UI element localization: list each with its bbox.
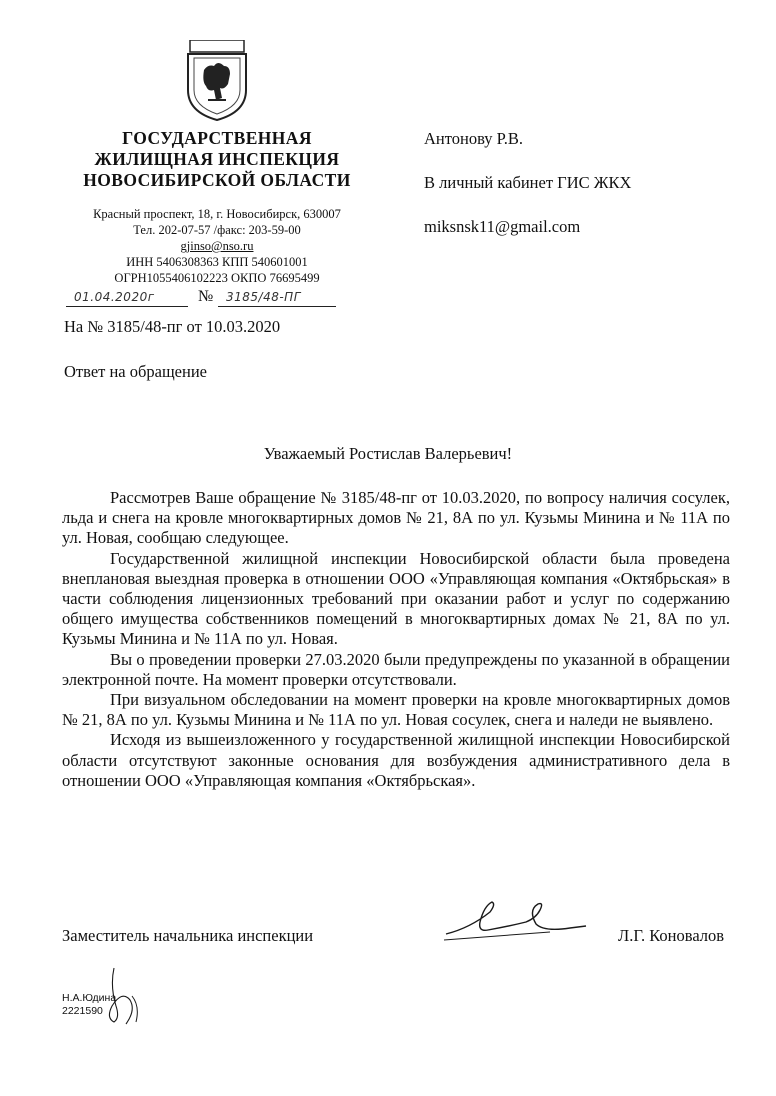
paragraph: Вы о проведении проверки 27.03.2020 были предупреждены по указанной в обращении электронной почте. На момент проверки отсутствовали. [62,649,730,689]
registration-number: 3185/48-ПГ [226,290,301,304]
paragraph: Рассмотрев Ваше обращение № 3185/48-пг от 10.03.2020, по вопросу наличия сосулек, льда и снега на кровле многоквартирных домов № 21, 8А по ул. Кузьмы Минина и № 11А по ул. Новая, сообщаю следующее. [62,488,730,548]
subject-line: Ответ на обращение [64,362,207,381]
organization-contacts [50,206,384,286]
greeting: Уважаемый Ростислав Валерьевич! [263,444,513,463]
coat-of-arms-icon [184,40,250,122]
number-sign: № [198,288,214,305]
recipient-delivery: В личный кабинет ГИС ЖКХ [424,173,632,192]
phone: Тел. 202-07-57 /факс: 203-59-00 [133,223,301,237]
paragraph: При визуальном обследовании на момент проверки на кровле многоквартирных домов № 21, 8А по ул. Кузьмы Минина и № 11А по ул. Новая сосулек, снега и наледи не выявлено. [62,690,730,730]
registration-date: 01.04.2020г [74,290,155,304]
paragraph: Исходя из вышеизложенного у государственной жилищной инспекции Новосибирской области отсутствуют законные основания для возбуждения административного дела в отношении ООО «Управляющая компания «Октябрьская». [62,730,730,790]
handwritten-signature-icon [440,888,590,944]
org-line-3: НОВОСИБИРСКОЙ ОБЛАСТИ [83,170,351,190]
signatory-name: Л.Г. Коновалов [618,926,725,945]
registration-line [62,289,338,311]
address: Красный проспект, 18, г. Новосибирск, 630007 [93,207,341,221]
executor-name: Н.А.Юдина [62,992,117,1004]
recipient-name: Антонову Р.В. [424,129,524,148]
number-underline [218,306,336,307]
reference-line: На № 3185/48-пг от 10.03.2020 [64,317,281,336]
signatory-title: Заместитель начальника инспекции [62,926,314,945]
organization-name [50,128,384,191]
executor-phone: 2221590 [62,1005,103,1017]
letter-body [62,488,730,791]
inn-kpp: ИНН 5406308363 КПП 540601001 [126,255,308,269]
ogrn-okpo: ОГРН1055406102223 ОКПО 76695499 [114,271,320,285]
recipient-email: miksnsk11@gmail.com [424,217,581,236]
executor-initials-icon [96,966,156,1026]
org-line-1: ГОСУДАРСТВЕННАЯ [122,128,312,148]
date-underline [66,306,188,307]
org-line-2: ЖИЛИЩНАЯ ИНСПЕКЦИЯ [94,149,340,169]
recipient-block [424,128,631,260]
email-link[interactable]: gjinso@nso.ru [180,239,254,253]
paragraph: Государственной жилищной инспекции Новосибирской области была проведена внеплановая выездная проверка в отношении ООО «Управляющая компания «Октябрьская» в части соблюдения лицензионных требований при оказании работ и услуг по содержанию общего имущества собственников помещений в многоквартирных домах № 21, 8А по ул. Кузьмы Минина и № 11А по ул. Новая. [62,548,730,649]
